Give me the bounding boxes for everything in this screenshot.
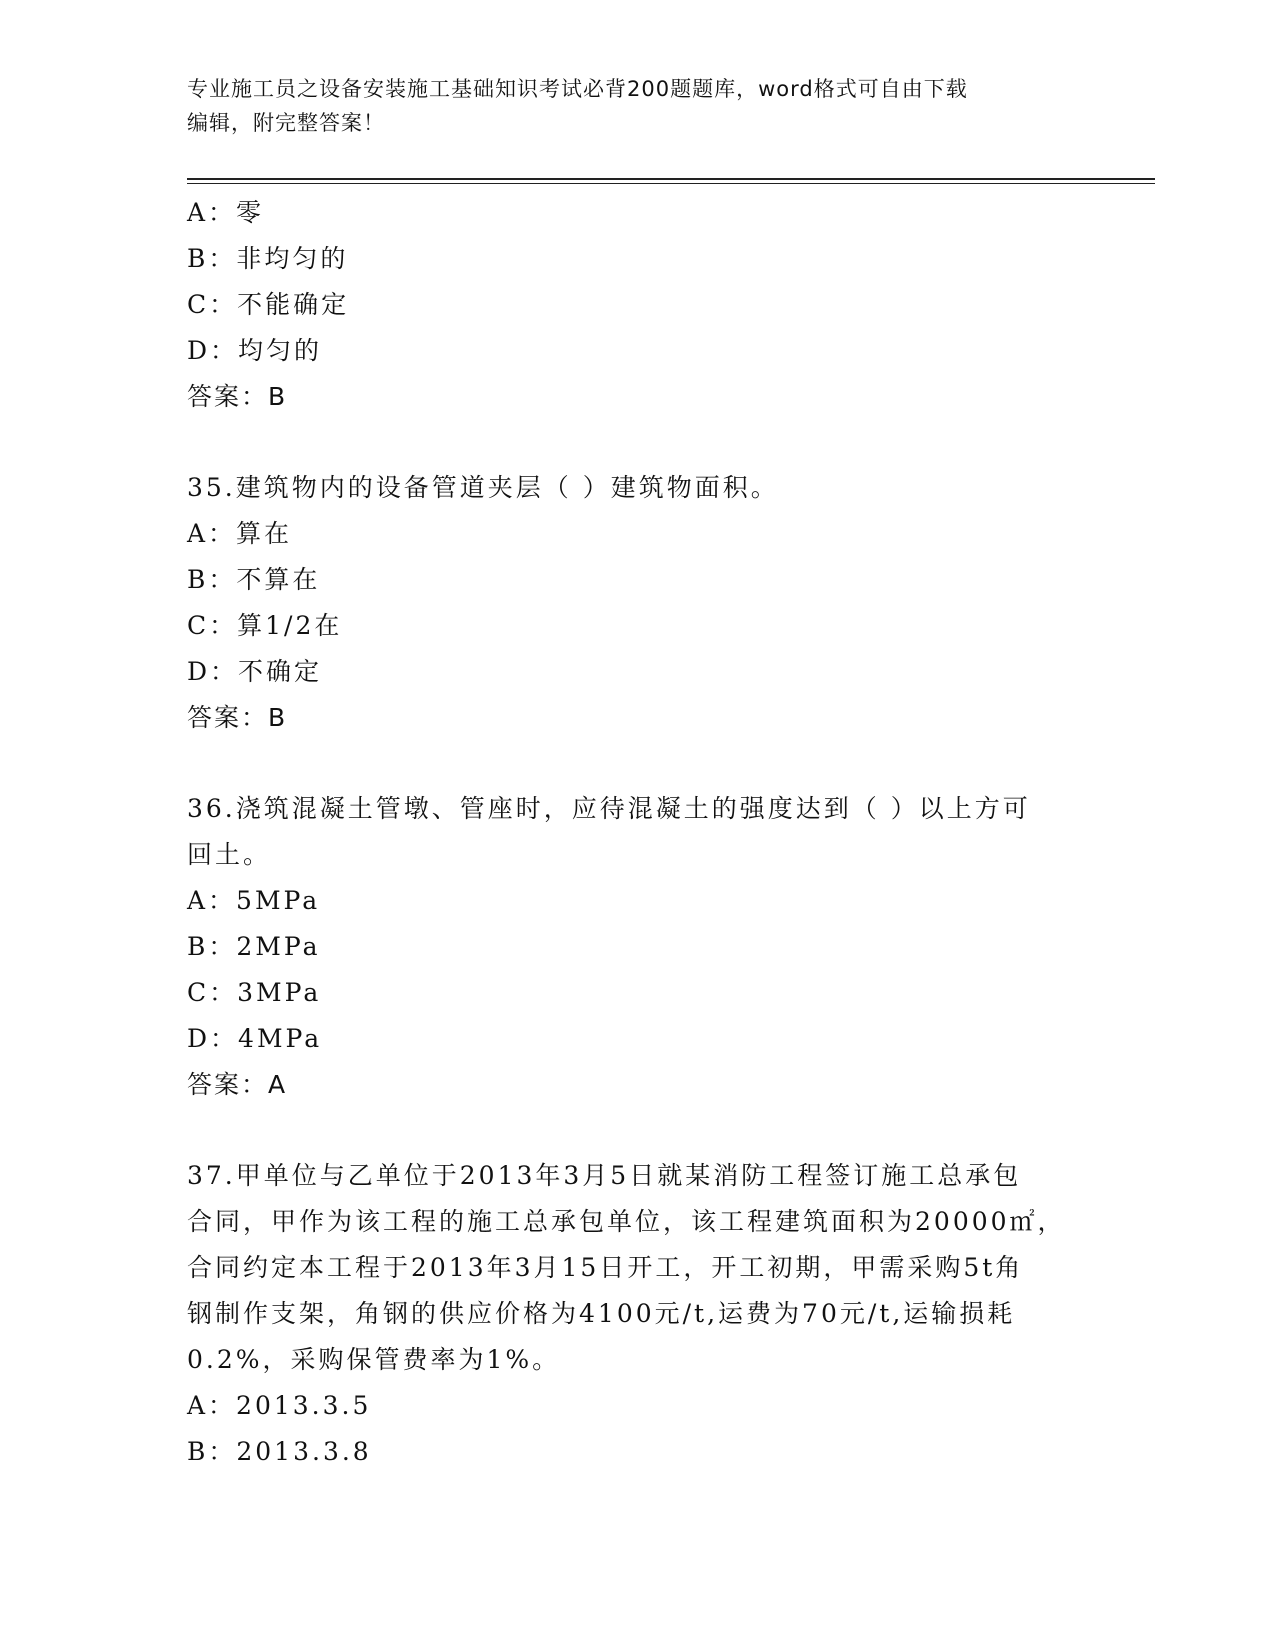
header-line-1: 专业施工员之设备安装施工基础知识考试必背200题题库，word格式可自由下载 bbox=[187, 77, 968, 101]
option-b: B：非均匀的 bbox=[187, 244, 349, 273]
answer: 答案：B bbox=[187, 703, 288, 732]
option-d: D：不确定 bbox=[187, 657, 323, 686]
question-text-line-4: 钢制作支架，角钢的供应价格为4100元/t,运费为70元/t,运输损耗 bbox=[187, 1299, 1016, 1328]
question-text-line-2: 合同，甲作为该工程的施工总承包单位，该工程建筑面积为20000㎡， bbox=[187, 1207, 1066, 1236]
answer: 答案：A bbox=[187, 1070, 288, 1099]
question-37 bbox=[187, 1153, 1067, 1475]
option-b: B：不算在 bbox=[187, 565, 321, 594]
option-b: B：2MPa bbox=[187, 932, 321, 961]
header-line-2: 编辑，附完整答案！ bbox=[187, 111, 385, 135]
question-34 bbox=[187, 190, 1067, 420]
option-b: B：2013.3.8 bbox=[187, 1437, 372, 1466]
option-a: A：算在 bbox=[187, 519, 293, 548]
option-a: A：5MPa bbox=[187, 886, 321, 915]
question-text-line-1: 36.浇筑混凝土管墩、管座时，应待混凝土的强度达到（ ）以上方可 bbox=[187, 794, 1031, 823]
header-divider-thick bbox=[187, 178, 1155, 180]
question-36 bbox=[187, 786, 1067, 1108]
header-divider-thin bbox=[187, 183, 1155, 184]
option-d: D：4MPa bbox=[187, 1024, 323, 1053]
option-a: A：2013.3.5 bbox=[187, 1391, 372, 1420]
question-text-line-1: 37.甲单位与乙单位于2013年3月5日就某消防工程签订施工总承包 bbox=[187, 1161, 1022, 1190]
document-body bbox=[187, 190, 1067, 1475]
option-a: A：零 bbox=[187, 198, 265, 227]
question-text-line-2: 回土。 bbox=[187, 840, 272, 869]
question-text: 35.建筑物内的设备管道夹层（ ）建筑物面积。 bbox=[187, 473, 779, 502]
option-c: C：算1/2在 bbox=[187, 611, 343, 640]
page-header bbox=[187, 72, 1087, 140]
option-c: C：不能确定 bbox=[187, 290, 350, 319]
option-c: C：3MPa bbox=[187, 978, 322, 1007]
answer: 答案：B bbox=[187, 382, 288, 411]
question-text-line-3: 合同约定本工程于2013年3月15日开工，开工初期，甲需采购5t角 bbox=[187, 1253, 1024, 1282]
option-d: D：均匀的 bbox=[187, 336, 323, 365]
question-35 bbox=[187, 465, 1067, 741]
question-text-line-5: 0.2%，采购保管费率为1%。 bbox=[187, 1345, 561, 1374]
